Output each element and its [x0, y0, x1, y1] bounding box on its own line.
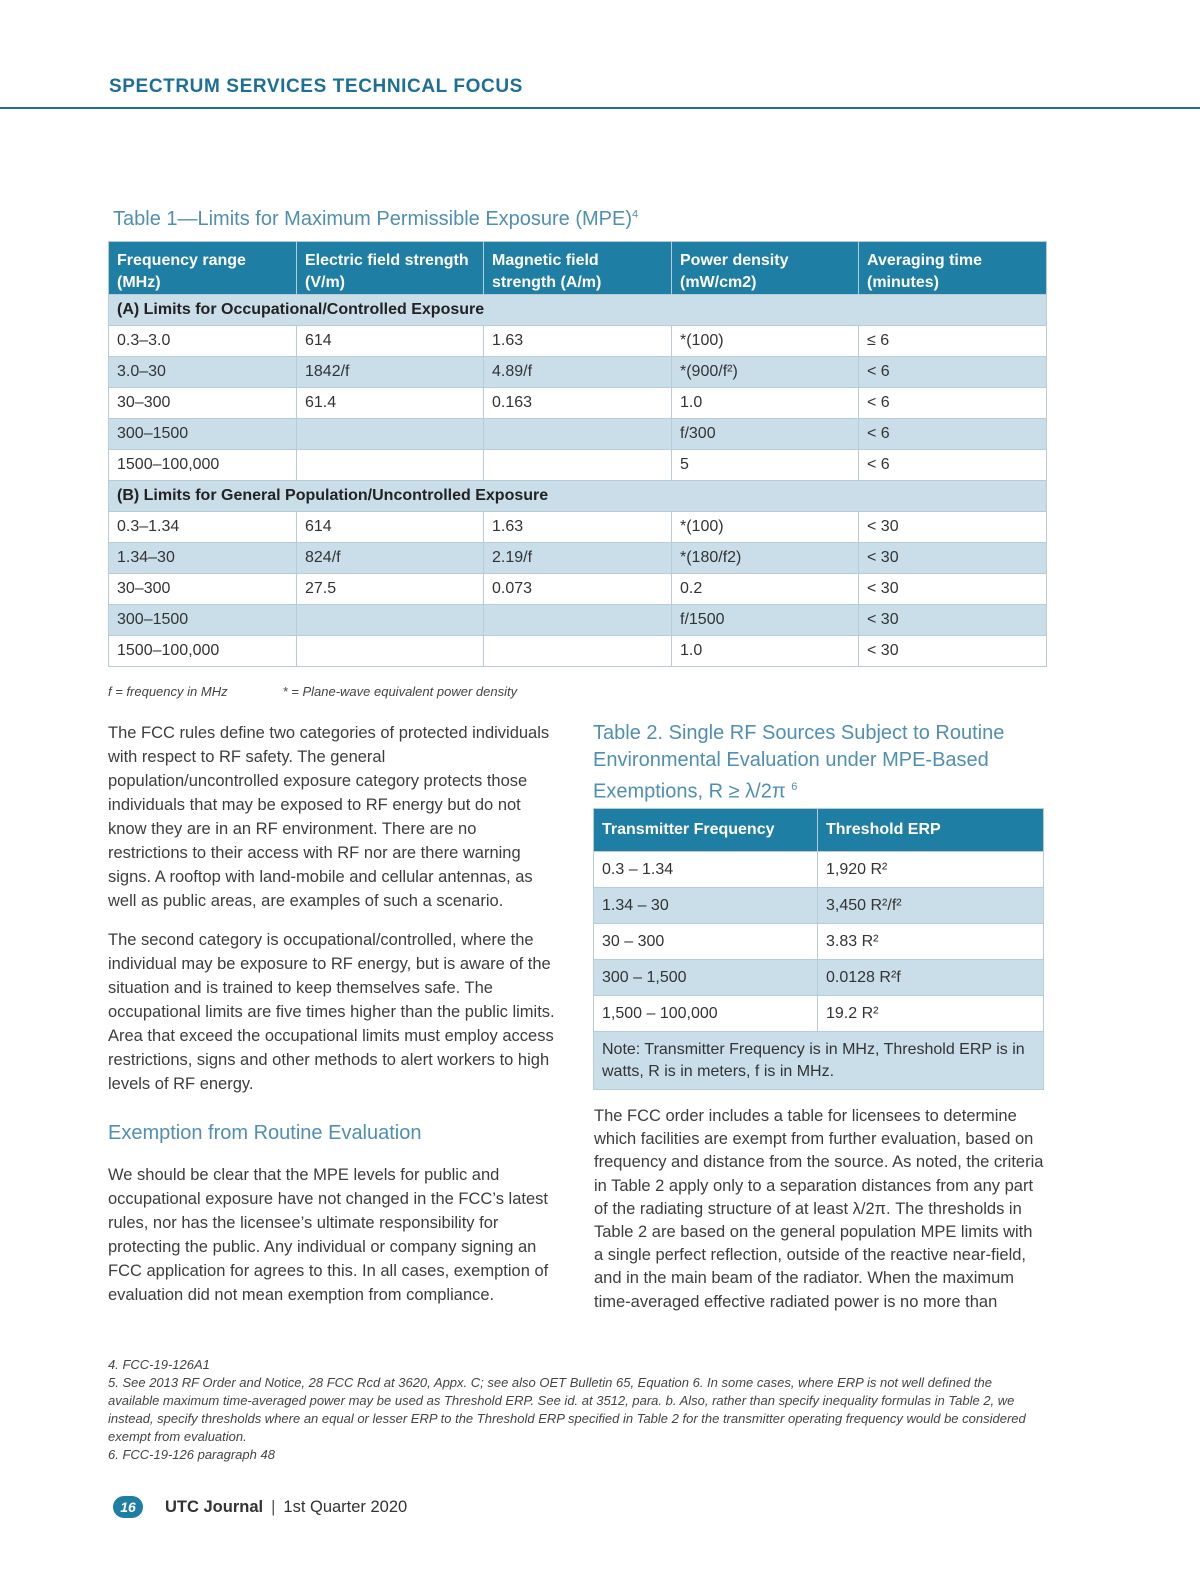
table-cell: 1.34–30: [109, 543, 297, 574]
table-cell: [484, 450, 672, 481]
table-cell: 4.89/f: [484, 357, 672, 388]
table-row: [109, 512, 1047, 543]
table1-header-cell: [109, 242, 297, 295]
table-cell: 30–300: [109, 388, 297, 419]
table-cell: 2.19/f: [484, 543, 672, 574]
table1-header-row: [109, 242, 1047, 295]
table1-header-cell: [484, 242, 672, 295]
table1-notes: [108, 684, 572, 699]
table-cell: *(900/f²): [672, 357, 859, 388]
table2-note: Note: Transmitter Frequency is in MHz, Threshold ERP is in watts, R is in meters, f is in MHz.: [594, 1032, 1044, 1090]
table-cell: *(100): [672, 512, 859, 543]
table-cell: 30 – 300: [594, 924, 818, 960]
table2-caption: [593, 720, 1033, 806]
table-cell: 1,920 R²: [818, 852, 1044, 888]
mpe-limits-table: [108, 241, 1047, 667]
body-paragraph: The second category is occupational/controlled, where the individual may be exposure to RF energy, but is aware of the situation and is trained to keep themselves safe. The occupational limits are five times higher than the public limits. Area that exceed the occupational limits must employ access restrictions, signs and other methods to alert workers to high levels of RF energy.: [108, 931, 555, 1093]
body-paragraph: The FCC order includes a table for licensees to determine which facilities are exempt from further evaluation, based on frequency and distance from the source. As noted, the criteria in Table 2 apply only to a separation distances from any part of the radiating structure of at least λ/2π. The thresholds in Table 2 are based on the general population MPE limits with a single perfect reflection, outside of the reactive near-field, and in the main beam of the radiator. When the maximum time-averaged effective radiated power is no more than: [594, 1107, 1044, 1311]
table2-caption-text: Table 2. Single RF Sources Subject to Routine Environmental Evaluation under MPE-Based Exemptions, R ≥ λ/2π: [593, 722, 1005, 803]
table-row: [109, 419, 1047, 450]
subheading: Exemption from Routine Evaluation: [108, 1122, 422, 1144]
table2-header-cell: Transmitter Frequency: [594, 809, 818, 852]
table-cell: 5: [672, 450, 859, 481]
table-cell: f/300: [672, 419, 859, 450]
table-cell: 0.0128 R²f: [818, 960, 1044, 996]
footnotes: [108, 1356, 1038, 1464]
table-row: [109, 574, 1047, 605]
table-cell: f/1500: [672, 605, 859, 636]
table1-caption-text: Table 1—Limits for Maximum Permissible Exposure (MPE): [113, 208, 633, 230]
table-cell: 1500–100,000: [109, 450, 297, 481]
table-cell: 1842/f: [297, 357, 484, 388]
table-cell: 824/f: [297, 543, 484, 574]
footer-separator: |: [271, 1497, 276, 1516]
header-rule: [0, 107, 1200, 109]
table-cell: ≤ 6: [859, 326, 1047, 357]
table-row: [109, 388, 1047, 419]
table-cell: 300–1500: [109, 419, 297, 450]
table-row: [109, 543, 1047, 574]
table-cell: 1500–100,000: [109, 636, 297, 667]
table-cell: 1.0: [672, 636, 859, 667]
table1-header-cell: [859, 242, 1047, 295]
table1-caption: [113, 208, 638, 231]
table-cell: 1.0: [672, 388, 859, 419]
table-cell: [297, 419, 484, 450]
header-line: (minutes): [867, 274, 939, 291]
table-row: [594, 924, 1044, 960]
table1-note: * = Plane-wave equivalent power density: [282, 684, 518, 699]
body-paragraph: The FCC rules define two categories of protected individuals with respect to RF safety. The general population/uncontrolled exposure category protects those individuals that may be exposed to RF energy but do not know they are in an RF environment. There are no restrictions to their access with RF nor are there warning signs. A rooftop with land-mobile and cellular antennas, as well as public areas, are examples of such a scenario.: [108, 724, 550, 910]
rf-sources-table: [593, 808, 1044, 1090]
footnote: 4. FCC-19-126A1: [108, 1357, 210, 1372]
header-line: (MHz): [117, 274, 161, 291]
table1-section-row: [109, 481, 1047, 512]
header-line: Electric field strength: [305, 252, 469, 269]
table-cell: [297, 450, 484, 481]
header-line: Magnetic field: [492, 252, 599, 269]
table-cell: 1.63: [484, 326, 672, 357]
table-cell: [484, 419, 672, 450]
header-line: strength (A/m): [492, 274, 602, 291]
table-cell: *(180/f2): [672, 543, 859, 574]
table-cell: < 6: [859, 450, 1047, 481]
table1-note: f = frequency in MHz: [108, 684, 228, 699]
table-cell: < 30: [859, 636, 1047, 667]
table-cell: 19.2 R²: [818, 996, 1044, 1032]
table-row: [594, 996, 1044, 1032]
table-cell: 0.2: [672, 574, 859, 605]
left-column-text-2: [108, 1163, 560, 1322]
header-line: (V/m): [305, 274, 345, 291]
table-cell: 0.073: [484, 574, 672, 605]
table-row: [594, 960, 1044, 996]
section-b-label: (B) Limits for General Population/Uncontrolled Exposure: [109, 481, 1047, 512]
table-row: [109, 326, 1047, 357]
table-row: [109, 605, 1047, 636]
table-cell: 3.83 R²: [818, 924, 1044, 960]
table-row: [594, 852, 1044, 888]
header-line: (mW/cm2): [680, 274, 757, 291]
table-cell: < 6: [859, 388, 1047, 419]
table-cell: 300–1500: [109, 605, 297, 636]
table2-note-row: [594, 1032, 1044, 1090]
table-cell: < 30: [859, 543, 1047, 574]
table-cell: *(100): [672, 326, 859, 357]
table-cell: [484, 605, 672, 636]
table-row: [109, 636, 1047, 667]
section-header: SPECTRUM SERVICES TECHNICAL FOCUS: [109, 76, 523, 97]
table-cell: 1.34 – 30: [594, 888, 818, 924]
table1-header-cell: [297, 242, 484, 295]
table-cell: 30–300: [109, 574, 297, 605]
table-cell: < 30: [859, 574, 1047, 605]
table-cell: 614: [297, 512, 484, 543]
footnote: 5. See 2013 RF Order and Notice, 28 FCC Rcd at 3620, Appx. C; see also OET Bulletin 65, Equation 6. In some cases, where ERP is not well defined the available maximum time-averaged power may be used as Threshold ERP. See id. at 3512, para. b. Also, rather than specify inequality formulas in Table 2, we instead, specify thresholds where an equal or lesser ERP to the Threshold ERP specified in Table 2 for the transmitter operating frequency would be considered exempt from evaluation.: [108, 1375, 1026, 1444]
table-row: [109, 450, 1047, 481]
page-footer: [113, 1494, 407, 1520]
footnote: 6. FCC-19-126 paragraph 48: [108, 1447, 275, 1462]
section-a-label: (A) Limits for Occupational/Controlled Exposure: [109, 295, 1047, 326]
table-cell: 0.3 – 1.34: [594, 852, 818, 888]
table-row: [594, 888, 1044, 924]
table-cell: [484, 636, 672, 667]
table-row: [109, 357, 1047, 388]
header-line: Power density: [680, 252, 789, 269]
table-cell: [297, 605, 484, 636]
table-cell: 27.5: [297, 574, 484, 605]
header-line: Frequency range: [117, 252, 246, 269]
table-cell: 3.0–30: [109, 357, 297, 388]
table2-header-row: [594, 809, 1044, 852]
table2-caption-ref: 6: [791, 781, 798, 793]
header-line: Averaging time: [867, 252, 982, 269]
table-cell: 3,450 R²/f²: [818, 888, 1044, 924]
table-cell: 0.3–3.0: [109, 326, 297, 357]
table-cell: [297, 636, 484, 667]
table-cell: 61.4: [297, 388, 484, 419]
table-cell: 1.63: [484, 512, 672, 543]
table-cell: < 30: [859, 512, 1047, 543]
table-cell: < 6: [859, 357, 1047, 388]
table-cell: 0.163: [484, 388, 672, 419]
table-cell: 0.3–1.34: [109, 512, 297, 543]
right-column-text: [594, 1105, 1044, 1329]
table1-caption-ref: 4: [632, 208, 639, 221]
table2-header-cell: Threshold ERP: [818, 809, 1044, 852]
table-cell: < 30: [859, 605, 1047, 636]
page-number-badge: 16: [113, 1496, 143, 1518]
journal-name: UTC Journal: [165, 1497, 264, 1516]
body-paragraph: We should be clear that the MPE levels for public and occupational exposure have not changed in the FCC’s latest rules, nor has the licensee’s ultimate responsibility for protecting the public. Any individual or company signing an FCC application for agrees to this. In all cases, exemption of evaluation did not mean exemption from compliance.: [108, 1166, 549, 1304]
table1-header-cell: [672, 242, 859, 295]
table-cell: < 6: [859, 419, 1047, 450]
table-cell: 300 – 1,500: [594, 960, 818, 996]
table-cell: 1,500 – 100,000: [594, 996, 818, 1032]
left-column-text: [108, 721, 560, 1111]
table-cell: 614: [297, 326, 484, 357]
issue-label: 1st Quarter 2020: [283, 1497, 408, 1516]
table1-section-row: [109, 295, 1047, 326]
